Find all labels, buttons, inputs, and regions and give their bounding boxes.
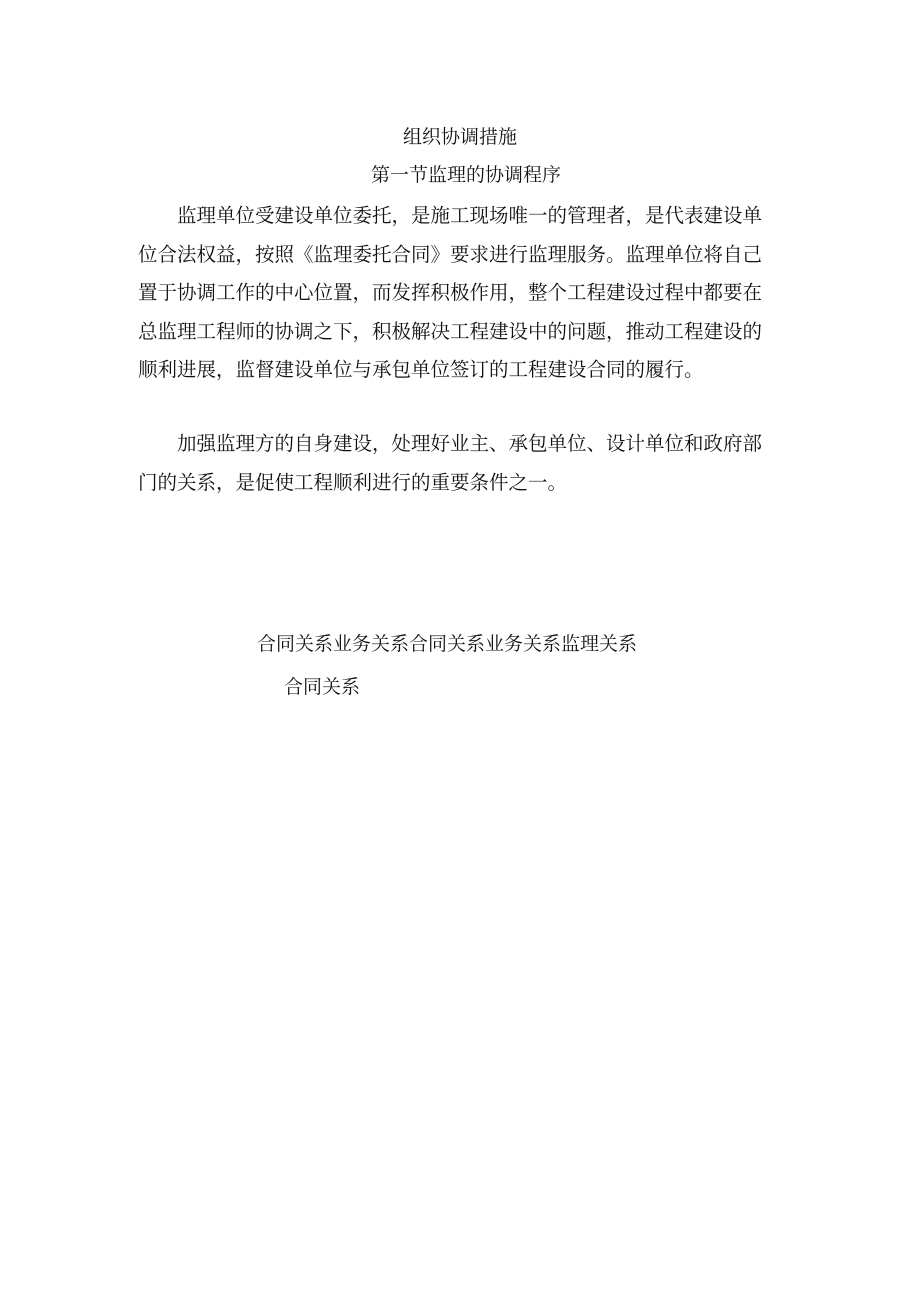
- paragraph: 监理单位受建设单位委托，是施工现场唯一的管理者，是代表建设单位合法权益，按照《监理委托合同》要求进行监理服务。监理单位将自己置于协调工作的中心位置，而发挥积极作用，整个工程建设过程中都要在总监理工程师的协调之下，积极解决工程建设中的问题，推动工程建设的顺利进展，监督建设单位与承包单位签订的工程建设合同的履行。: [138, 204, 763, 381]
- paragraph: 加强监理方的自身建设，处理好业主、承包单位、设计单位和政府部门的关系，是促使工程顺利进行的重要条件之一。: [138, 432, 763, 494]
- diagram-label-line: 合同关系: [284, 676, 361, 698]
- diagram-label-line: 合同关系业务关系合同关系业务关系监理关系: [257, 633, 638, 655]
- section-heading: 第一节监理的协调程序: [370, 164, 561, 186]
- document-title: 组织协调措施: [402, 126, 517, 148]
